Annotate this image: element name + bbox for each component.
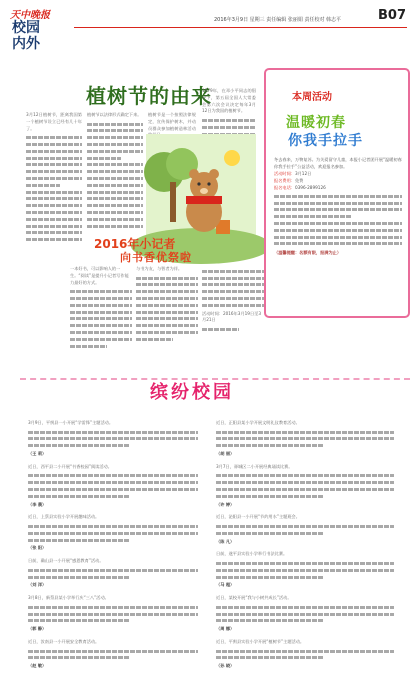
news-item-byline: （张 阳） (28, 545, 47, 551)
activity-details (274, 156, 402, 256)
news-item-byline: （王 莉） (28, 450, 47, 456)
campus-news-right-column (216, 420, 394, 670)
reporter-column-c (202, 266, 264, 362)
news-item (28, 558, 198, 589)
lead-column-c-text: 植树节是一个按照法律规定，宣传保护树木，并动员群众参加植树造林活动 (148, 112, 196, 131)
reporter-column-c-text: 活动时间：2016年3月19日至3月21日 (202, 310, 262, 323)
lead-article-title: 植树节的由来 (86, 84, 212, 108)
news-item-byline: （孙 晓） (216, 663, 235, 669)
header-rule (74, 27, 407, 28)
news-item-byline: （郭 静） (28, 626, 47, 632)
lead-column-d (202, 88, 256, 136)
lead-column-b (87, 112, 143, 247)
news-item-text: 近日，汝南县一小开展安全教育活动。 (28, 638, 100, 644)
activity-intro: 冬去春来，万物复苏。为关爱留守儿童，本报小记者团开展“温暖初春 你我手拉手”公益活动，欢迎报名参加。 (274, 157, 402, 169)
news-item-byline: （胡 丽） (216, 450, 235, 456)
news-item-byline: （陈 凡） (216, 538, 235, 544)
news-item (28, 595, 198, 633)
news-item-text: 3月9日，平舆县一小开展“学雷锋”主题活动。 (28, 420, 114, 425)
news-item-byline: （许 婷） (216, 501, 235, 507)
news-item (28, 464, 198, 509)
lead-column-c (148, 112, 196, 132)
activity-detail-value: 3月12日 (294, 171, 312, 176)
lead-column-a-text: 3月12日植树节，距离我国第一个植树节设立已经有几十年了。 (26, 112, 82, 131)
news-item (216, 514, 394, 545)
activity-detail-row (274, 170, 402, 177)
news-item-byline: （马 超） (216, 582, 235, 588)
news-item-text: 近日，正阳县某小学开展文明礼仪教育活动。 (216, 420, 300, 425)
news-item (28, 639, 198, 670)
news-item (216, 551, 394, 589)
activity-detail-row (274, 177, 402, 184)
news-item-byline: （赵 敏） (28, 663, 47, 669)
reporter-banner-subtitle: 向书香优祭啦 (120, 251, 192, 264)
weekly-activity-box (264, 68, 410, 318)
news-item-text: 近日，上蔡县实验小学开展趣味活动。 (28, 514, 100, 520)
news-item-text: 日前，遂平县实验小学举行书法比赛。 (216, 551, 288, 557)
reporter-column-b-text: 与书为友，与智者为伴。 (136, 266, 183, 271)
reporter-column-a (70, 266, 132, 362)
news-item-text: 3月8日，新蔡县某小学举行庆“三八”活动。 (28, 595, 109, 601)
lead-column-d-text: 1979年，在邓小平同志的倡导下，第五届全国人大常委会第六次会议决定每年3月12日为我国的植树节。 (202, 88, 256, 114)
reporter-column-a-text: 一本好书，可以影响人的一生。“阅读”是提升小记者写作能力最好的方式。 (70, 266, 129, 285)
activity-detail-label: 报名费用： (274, 178, 295, 183)
activity-detail-label: 报名电话： (274, 185, 295, 190)
activity-title-line2: 你我手拉手 (288, 133, 363, 149)
activity-box-tab: 本周活动 (292, 92, 332, 103)
news-item (216, 595, 394, 633)
news-item-byline: （李 晨） (28, 501, 47, 507)
section-name-line2: 内外 (12, 36, 40, 52)
news-item-text: 近日，西平县二小开展“书香校园”阅读活动。 (28, 463, 112, 469)
reporter-banner-title: 2016年小记者 (94, 237, 176, 251)
masthead (0, 0, 415, 58)
section-name-line1: 校园 (12, 20, 40, 36)
news-item-text: 3月7日，驿城区二小开展经典诵读比赛。 (216, 463, 293, 469)
date-and-editors: 2016年3月9日 星期三 责任编辑 张丽娟 责任校对 韩志平 (214, 17, 342, 23)
activity-title-line1: 温暖初春 (286, 115, 346, 131)
reporter-column-b (136, 266, 198, 362)
news-item (216, 420, 394, 458)
news-item-text: 日前，确山县一小开展“感恩教育”活动。 (28, 558, 104, 564)
activity-detail-value: 0396-2899126 (294, 185, 326, 190)
news-item-text: 近日，某校开展“我与小树共成长”活动。 (216, 595, 292, 601)
news-item (216, 639, 394, 670)
activity-detail-label: 活动时间： (274, 171, 295, 176)
news-item-text: 近日，泌阳县一小开展“节约用水”主题班会。 (216, 514, 300, 520)
news-item (28, 514, 198, 552)
activity-detail-value: 免费 (294, 178, 304, 183)
news-item-text: 近日，平舆县实验小学开展“植树节”主题活动。 (216, 638, 305, 644)
activity-note: （温馨提醒：名额有限，报满为止） (274, 250, 342, 256)
reporter-banner (64, 232, 264, 262)
page-number: B07 (378, 8, 406, 23)
lead-column-a (26, 112, 82, 247)
news-item-byline: （刘 洋） (28, 582, 47, 588)
section-name (12, 20, 40, 52)
campus-news-title: 缤纷校园 (150, 382, 234, 403)
news-item-byline: （周 娜） (216, 626, 235, 632)
news-item (216, 464, 394, 509)
news-item (28, 420, 198, 458)
activity-detail-row (274, 184, 402, 191)
lead-column-b-text: 植树节以法律形式确定下来。 (87, 112, 142, 117)
newspaper-logo: 天中晚报 (10, 10, 50, 21)
campus-news-left-column (28, 420, 198, 670)
